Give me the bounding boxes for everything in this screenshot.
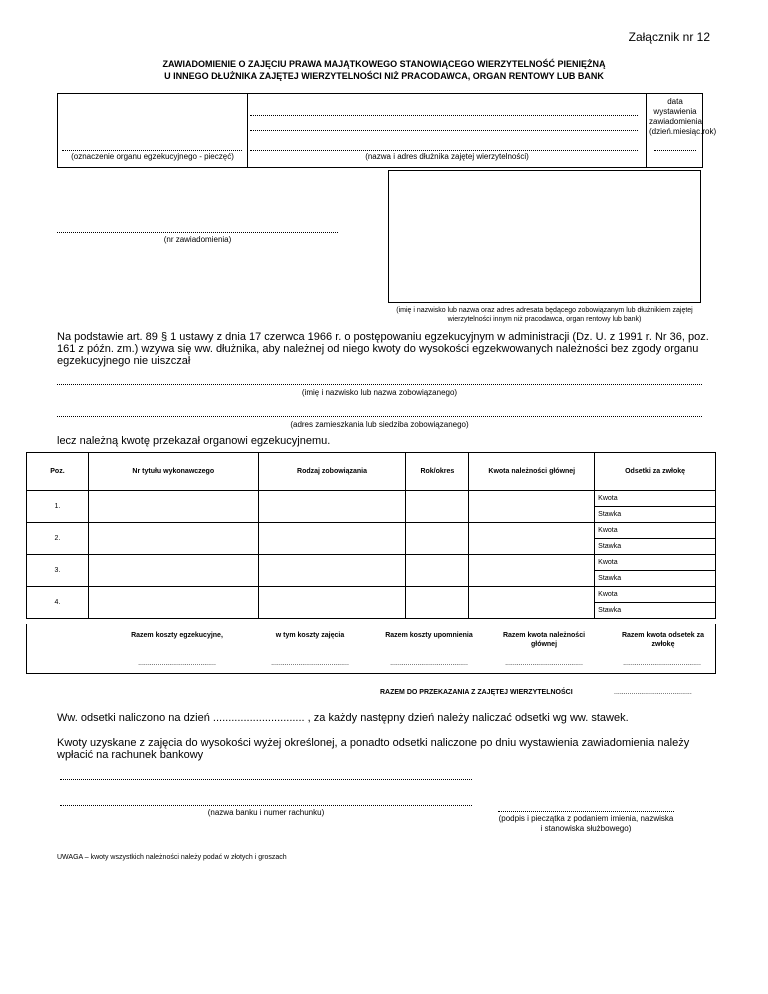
razem-label: RAZEM DO PRZEKAZANIA Z ZAJĘTEJ WIERZYTELNOŚCI xyxy=(380,689,573,696)
total-enforcement-costs-field[interactable]: ........................................ xyxy=(138,660,216,667)
cell-title-number[interactable] xyxy=(88,491,258,523)
cell-year-period[interactable] xyxy=(406,491,469,523)
obligor-name-caption: (imię i nazwisko lub nazwa zobowiązanego) xyxy=(301,388,458,397)
organ-caption: (oznaczenie organu egzekucyjnego - pieczęć) xyxy=(71,152,234,161)
header-obligation-type: Rodzaj zobowiązania xyxy=(258,453,406,491)
table-row xyxy=(27,555,716,571)
cell-principal[interactable] xyxy=(469,491,595,523)
organ-stamp-line[interactable] xyxy=(62,150,242,151)
date-label: data wystawienia zawiadomienia (dzień.miesiąc.rok) xyxy=(649,97,717,136)
interest-text: Ww. odsetki naliczono na dzień .............................. , za każdy następny dzień należy naliczać odsetki wg ww. stawek. xyxy=(57,712,629,724)
razem-field[interactable]: ........................................ xyxy=(614,689,692,696)
header-box xyxy=(57,93,717,168)
amount-note: UWAGA – kwoty wszystkich należności należy podać w złotych i groszach xyxy=(57,854,287,861)
addressee-box[interactable] xyxy=(388,170,701,303)
obligor-address-caption: (adres zamieszkania lub siedziba zobowiązanego) xyxy=(290,420,469,429)
notice-number-line[interactable] xyxy=(57,232,338,233)
row-number: 1. xyxy=(27,491,89,523)
cell-obligation-type[interactable] xyxy=(258,491,406,523)
total-seizure-costs-field[interactable]: ........................................ xyxy=(271,660,349,667)
total-enforcement-costs-label: Razem koszty egzekucyjne, xyxy=(131,632,223,639)
signature-caption: (podpis i pieczątka z podaniem imienia, nazwiska i stanowiska służbowego) xyxy=(498,814,674,833)
kwota-label[interactable]: Kwota xyxy=(595,555,716,571)
cell-year-period[interactable] xyxy=(406,523,469,555)
stawka-label[interactable]: Stawka xyxy=(595,603,716,619)
cell-obligation-type[interactable] xyxy=(258,555,406,587)
total-interest-field[interactable]: ........................................ xyxy=(623,660,701,667)
kwota-label[interactable]: Kwota xyxy=(595,587,716,603)
total-interest-label: Razem kwota odsetek za zwłokę xyxy=(621,632,705,648)
cell-principal[interactable] xyxy=(469,587,595,619)
kwota-label[interactable]: Kwota xyxy=(595,491,716,507)
transfer-text: lecz należną kwotę przekazał organowi egzekucyjnemu. xyxy=(57,435,331,447)
kwota-label[interactable]: Kwota xyxy=(595,523,716,539)
bank-caption: (nazwa banku i numer rachunku) xyxy=(207,808,325,817)
header-poz: Poz. xyxy=(27,453,89,491)
cell-title-number[interactable] xyxy=(88,587,258,619)
notice-number-caption: (nr zawiadomienia) xyxy=(163,235,232,244)
cell-obligation-type[interactable] xyxy=(258,587,406,619)
cell-year-period[interactable] xyxy=(406,587,469,619)
cell-year-period[interactable] xyxy=(406,555,469,587)
stawka-label[interactable]: Stawka xyxy=(595,571,716,587)
header-principal: Kwota należności głównej xyxy=(469,453,595,491)
debtor-caption: (nazwa i adres dłużnika zajętej wierzytelności) xyxy=(365,152,529,161)
total-seizure-costs-label: w tym koszty zajęcia xyxy=(275,632,345,639)
cell-principal[interactable] xyxy=(469,555,595,587)
obligor-address-line[interactable] xyxy=(57,416,702,417)
cell-title-number[interactable] xyxy=(88,523,258,555)
form-title-line-1: ZAWIADOMIENIE O ZAJĘCIU PRAWA MAJĄTKOWEGO STANOWIĄCEGO WIERZYTELNOŚĆ PIENIĘŻNĄ xyxy=(162,59,606,69)
bank-text: Kwoty uzyskane z zajęcia do wysokości wyżej określonej, a ponadto odsetki naliczone po dniu wystawienia zawiadomienia należy wpłacić na rachunek bankowy xyxy=(57,737,690,761)
date-field[interactable] xyxy=(654,150,696,151)
signature-line[interactable] xyxy=(498,811,674,812)
intro-paragraph: Na podstawie art. 89 § 1 ustawy z dnia 17 czerwca 1966 r. o postępowaniu egzekucyjnym w administracji (Dz. U. z 1991 r. Nr 36, poz. 161 z późn. zm.) wzywa się ww. dłużnika, aby należnej od niego kwoty do wysokości egzekwowanych należności bez zgody organu egzekucyjnego nie uiszczał xyxy=(57,331,709,367)
table-header-row xyxy=(27,453,716,491)
table-row xyxy=(27,523,716,539)
header-year-period: Rok/okres xyxy=(406,453,469,491)
debtor-line-1[interactable] xyxy=(250,115,638,116)
cell-title-number[interactable] xyxy=(88,555,258,587)
bank-account-line[interactable] xyxy=(60,805,472,806)
table-row xyxy=(27,491,716,507)
bank-name-line[interactable] xyxy=(60,779,472,780)
claims-table xyxy=(26,452,716,619)
header-title-number: Nr tytułu wykonawczego xyxy=(88,453,258,491)
stawka-label[interactable]: Stawka xyxy=(595,507,716,523)
total-principal-label: Razem kwota należności głównej xyxy=(502,632,586,648)
total-principal-field[interactable]: ........................................ xyxy=(505,660,583,667)
form-title-line-2: U INNEGO DŁUŻNIKA ZAJĘTEJ WIERZYTELNOŚCI NIŻ PRACODAWCA, ORGAN RENTOWY LUB BANK xyxy=(164,71,604,81)
row-number: 3. xyxy=(27,555,89,587)
total-reminder-costs-field[interactable]: ........................................ xyxy=(390,660,468,667)
cell-principal[interactable] xyxy=(469,523,595,555)
obligor-name-line[interactable] xyxy=(57,384,702,385)
attachment-number: Załącznik nr 12 xyxy=(628,30,710,44)
stawka-label[interactable]: Stawka xyxy=(595,539,716,555)
row-number: 2. xyxy=(27,523,89,555)
cell-obligation-type[interactable] xyxy=(258,523,406,555)
table-row xyxy=(27,587,716,603)
debtor-line-2[interactable] xyxy=(250,130,638,131)
totals-section xyxy=(26,624,716,674)
addressee-caption: (imię i nazwisko lub nazwa oraz adres adresata będącego zobowiązanym lub dłużnikiem zajętej wierzytelności innym niż pracodawca, organ rentowy lub bank) xyxy=(396,307,693,323)
row-number: 4. xyxy=(27,587,89,619)
header-interest: Odsetki za zwłokę xyxy=(595,453,716,491)
debtor-line-3[interactable] xyxy=(250,150,638,151)
total-reminder-costs-label: Razem koszty upomnienia xyxy=(385,632,473,639)
